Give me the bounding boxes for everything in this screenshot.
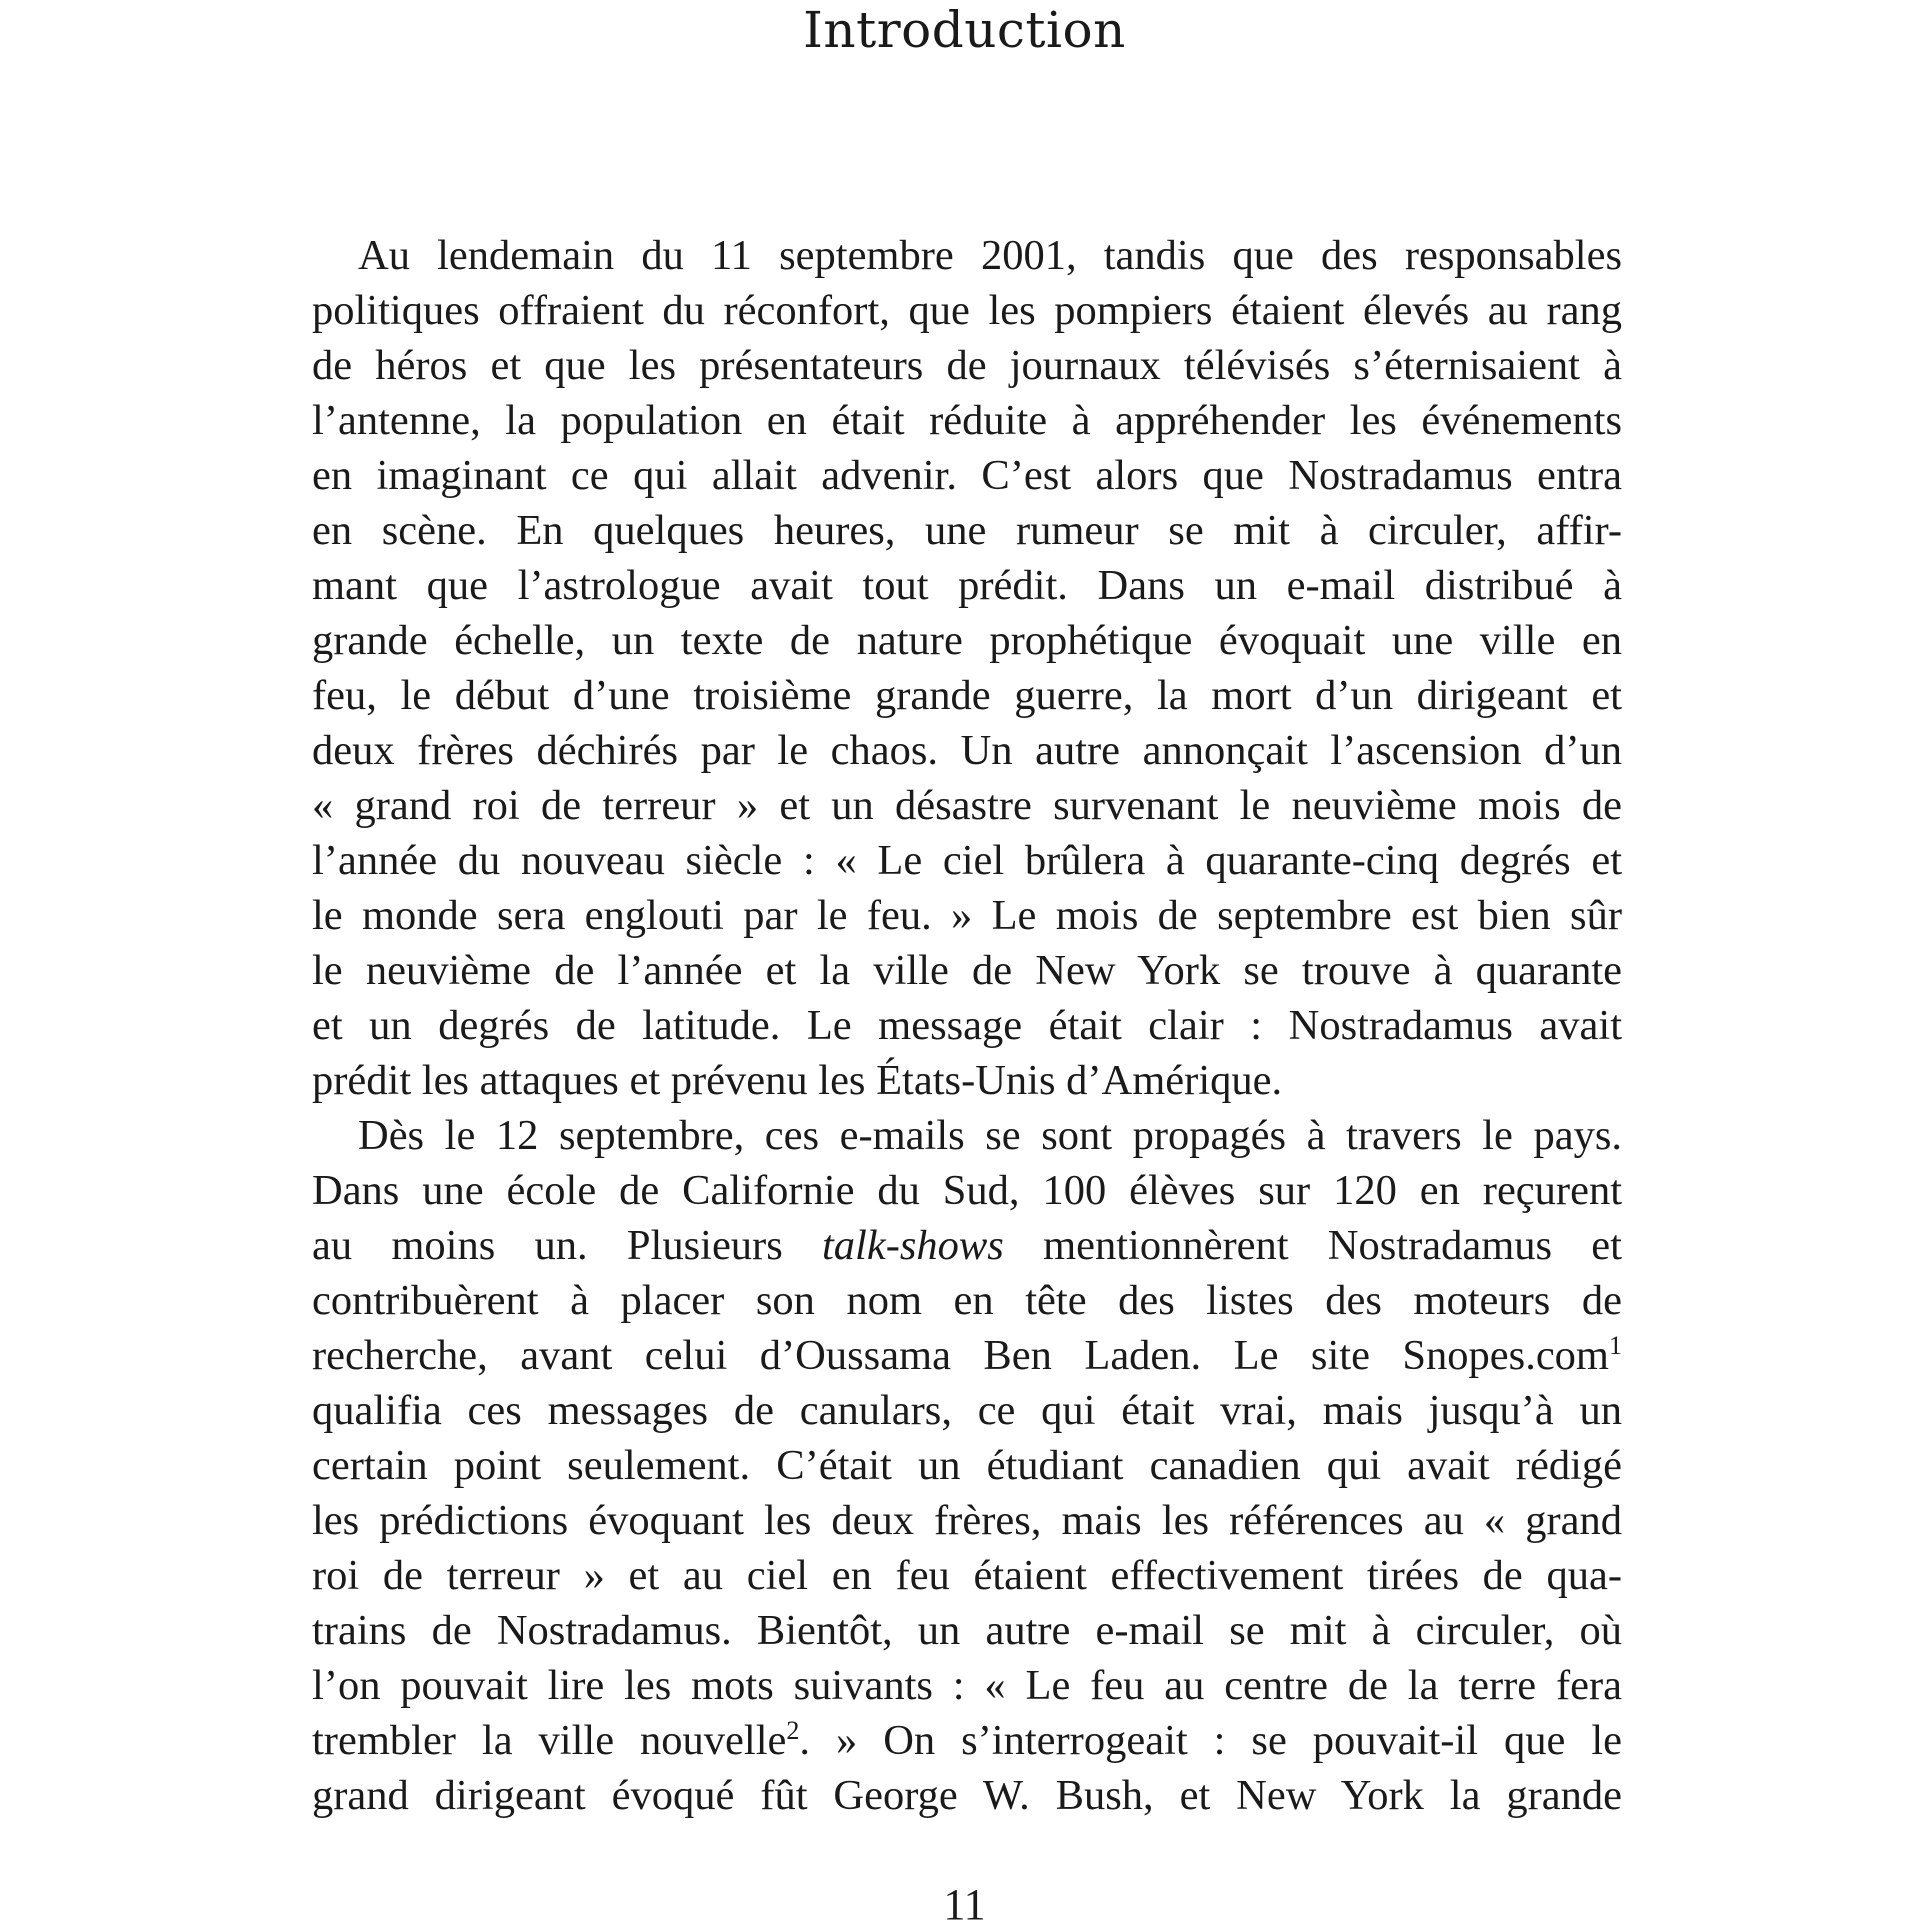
text-line: en imaginant ce qui allait advenir. C’est alors que Nostradamus entra bbox=[312, 452, 1622, 499]
text-line: l’antenne, la population en était réduite à appréhender les événements bbox=[312, 397, 1622, 444]
text-line: et un degrés de latitude. Le message était clair : Nostradamus avait bbox=[312, 1002, 1622, 1049]
text-line: Dès le 12 septembre, ces e-mails se sont propagés à travers le pays. bbox=[358, 1112, 1622, 1159]
text-run: recherche, avant celui d’Oussama Ben Laden. Le site Snopes.com bbox=[312, 1332, 1609, 1379]
text-run: mentionnèrent Nostradamus et bbox=[1003, 1222, 1622, 1269]
text-line: grand dirigeant évoqué fût George W. Bush, et New York la grande bbox=[312, 1772, 1622, 1819]
text-line: grande échelle, un texte de nature prophétique évoquait une ville en bbox=[312, 617, 1622, 664]
body-text bbox=[312, 228, 1622, 1823]
text-line: qualifia ces messages de canulars, ce qui était vrai, mais jusqu’à un bbox=[312, 1387, 1622, 1434]
text-line: le monde sera englouti par le feu. » Le mois de septembre est bien sûr bbox=[312, 892, 1622, 939]
text-line: contribuèrent à placer son nom en tête des listes des moteurs de bbox=[312, 1277, 1622, 1324]
text-line: roi de terreur » et au ciel en feu étaient effectivement tirées de qua- bbox=[312, 1552, 1622, 1599]
text-line: le neuvième de l’année et la ville de New York se trouve à quarante bbox=[312, 947, 1622, 994]
text-line: certain point seulement. C’était un étudiant canadien qui avait rédigé bbox=[312, 1442, 1622, 1489]
text-line: Au lendemain du 11 septembre 2001, tandis que des responsables bbox=[358, 232, 1622, 279]
text-run: trembler la ville nouvelle bbox=[312, 1717, 787, 1764]
text-line: en scène. En quelques heures, une rumeur se mit à circuler, affir- bbox=[312, 507, 1622, 554]
text-line: l’on pouvait lire les mots suivants : « Le feu au centre de la terre fera bbox=[312, 1662, 1622, 1709]
text-line: les prédictions évoquant les deux frères, mais les références au « grand bbox=[312, 1497, 1622, 1544]
text-line-with-footnote bbox=[312, 1713, 1622, 1768]
text-line: Dans une école de Californie du Sud, 100 élèves sur 120 en reçurent bbox=[312, 1167, 1622, 1214]
text-line-with-italic bbox=[312, 1218, 1622, 1273]
footnote-marker-1[interactable]: 1 bbox=[1609, 1330, 1622, 1360]
text-line: trains de Nostradamus. Bientôt, un autre e-mail se mit à circuler, où bbox=[312, 1607, 1622, 1654]
text-line-with-footnote bbox=[312, 1328, 1622, 1383]
text-run: au moins un. Plusieurs bbox=[312, 1222, 822, 1269]
paragraph-2 bbox=[312, 1108, 1622, 1823]
text-run: . » On s’interrogeait : se pouvait-il que le bbox=[799, 1717, 1622, 1764]
paragraph-1 bbox=[312, 228, 1622, 1108]
text-line: deux frères déchirés par le chaos. Un autre annonçait l’ascension d’un bbox=[312, 727, 1622, 774]
text-line: l’année du nouveau siècle : « Le ciel brûlera à quarante-cinq degrés et bbox=[312, 837, 1622, 884]
chapter-title: Introduction bbox=[803, 1, 1126, 59]
text-line: de héros et que les présentateurs de journaux télévisés s’éternisaient à bbox=[312, 342, 1622, 389]
text-line: « grand roi de terreur » et un désastre survenant le neuvième mois de bbox=[312, 782, 1622, 829]
text-line: mant que l’astrologue avait tout prédit. Dans un e-mail distribué à bbox=[312, 562, 1622, 609]
footnote-marker-2[interactable]: 2 bbox=[786, 1715, 800, 1745]
text-line: prédit les attaques et prévenu les États-Unis d’Amérique. bbox=[312, 1057, 1283, 1104]
text-line: feu, le début d’une troisième grande guerre, la mort d’un dirigeant et bbox=[312, 672, 1622, 719]
text-line: politiques offraient du réconfort, que les pompiers étaient élevés au rang bbox=[312, 287, 1622, 334]
italic-term: talk-shows bbox=[822, 1222, 1004, 1269]
page-number: 11 bbox=[943, 1880, 986, 1929]
